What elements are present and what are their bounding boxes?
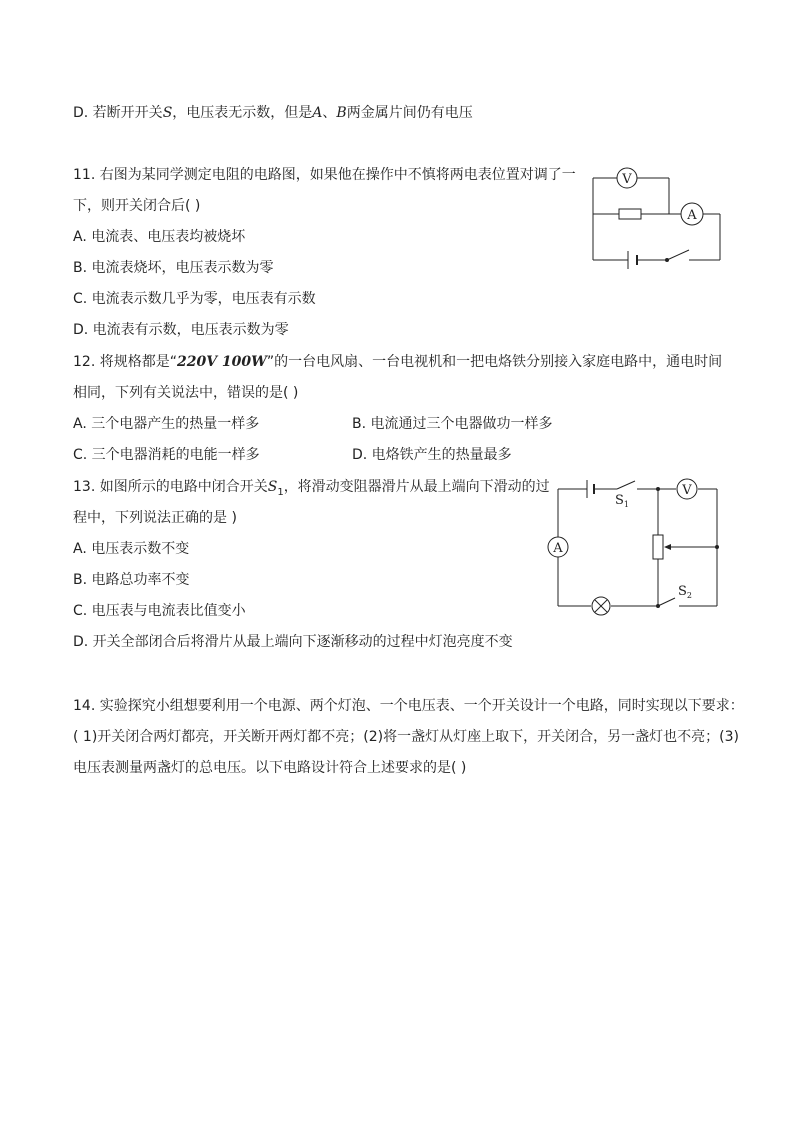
q12-stem-line2: 相同，下列有关说法中，错误的是( ): [73, 385, 299, 401]
q14-stem-line1: 14. 实验探究小组想要利用一个电源、两个灯泡、一个电压表、一个开关设计一个电路，同时实现以下要求：: [73, 698, 744, 714]
q12-option-c: C. 三个电器消耗的电能一样多: [73, 447, 260, 463]
q12-stem-line1: 12. 将规格都是“220V 100W”的一台电风扇、一台电视机和一把电烙铁分别接入家庭电路中，通电时间: [73, 354, 723, 370]
q13-option-a: A. 电压表示数不变: [73, 541, 190, 557]
q13-switch-s1-label: $S_1$: [615, 493, 629, 509]
q13-stem-line1: 13. 如图所示的电路中闭合开关$S_1$，将滑动变阻器滑片从最上端向下滑动的过: [73, 479, 550, 498]
q13-junction-dot-slider: [715, 545, 719, 549]
q11-option-a: A. 电流表、电压表均被烧坏: [73, 229, 246, 245]
q13-stem-line2: 程中，下列说法正确的是 ): [73, 510, 237, 526]
q13-rheostat-symbol: [653, 535, 663, 559]
q11-circuit-diagram: [585, 165, 725, 270]
q14-stem-line2: ( 1)开关闭合两灯都亮，开关断开两灯都不亮；(2)将一盏灯从灯座上取下，开关闭合，另一盏灯也不亮；(3): [73, 729, 739, 745]
q13-ammeter-label: A: [553, 541, 563, 556]
q14-stem-line3: 电压表测量两盏灯的总电压。以下电路设计符合上述要求的是( ): [73, 760, 467, 776]
q10-option-d: D. 若断开开关S，电压表无示数，但是A、B两金属片间仍有电压: [73, 105, 473, 121]
q11-option-c: C. 电流表示数几乎为零，电压表有示数: [73, 291, 316, 307]
q11-option-b: B. 电流表烧坏，电压表示数为零: [73, 260, 274, 276]
q12-option-a: A. 三个电器产生的热量一样多: [73, 416, 260, 432]
q13-slider-arrow: [664, 544, 671, 550]
q13-option-b: B. 电路总功率不变: [73, 572, 190, 588]
q13-voltmeter-label: V: [682, 483, 692, 498]
q11-stem-line1: 11. 右图为某同学测定电阻的电路图，如果他在操作中不慎将两电表位置对调了一: [73, 167, 576, 183]
q12-option-b: B. 电流通过三个电器做功一样多: [352, 416, 553, 432]
q13-switch-s2-label: $S_2$: [678, 584, 692, 600]
q11-resistor-symbol: [619, 209, 641, 219]
q13-junction-dot-bottom: [656, 604, 660, 608]
q11-switch-pivot: [665, 258, 669, 262]
q13-junction-dot-top: [656, 487, 660, 491]
q11-option-d: D. 电流表有示数，电压表示数为零: [73, 322, 289, 338]
q13-circuit-diagram: [545, 475, 730, 615]
q12-rating: 220V 100W: [176, 354, 267, 370]
q13-option-d: D. 开关全部闭合后将滑片从最上端向下逐渐移动的过程中灯泡亮度不变: [73, 634, 513, 650]
q11-stem-line2: 下，则开关闭合后( ): [73, 198, 201, 214]
q11-ammeter-label: A: [687, 208, 697, 223]
q12-option-d: D. 电烙铁产生的热量最多: [352, 447, 512, 463]
q11-voltmeter-label: V: [622, 172, 632, 187]
q13-option-c: C. 电压表与电流表比值变小: [73, 603, 246, 619]
